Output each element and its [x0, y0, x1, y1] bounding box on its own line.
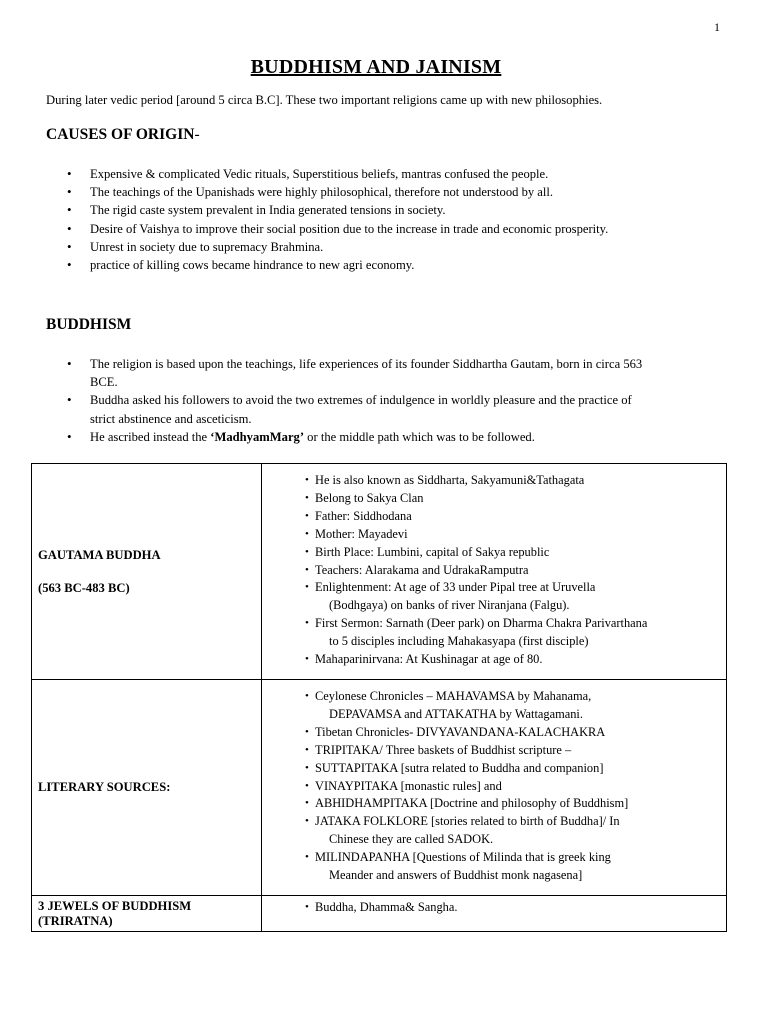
list-item: • He is also known as Siddharta, Sakyamuni&Tathagata: [305, 472, 720, 490]
buddhism-heading: BUDDHISM: [46, 316, 132, 333]
list-item: • The rigid caste system prevalent in India generated tensions in society.: [46, 201, 656, 219]
list-item: [305, 688, 720, 724]
three-jewels-details: [305, 899, 720, 917]
list-item: • Expensive & complicated Vedic rituals, Superstitious beliefs, mantras confused the people.: [46, 165, 656, 183]
table-detail-cell: [262, 680, 727, 896]
list-item-text: MILINDAPANHA [Questions of Milinda that is greek king: [315, 850, 611, 865]
list-item: • The religion is based upon the teachings, life experiences of its founder Siddhartha Gautam, born in circa 563 BCE.: [46, 355, 656, 391]
list-item-continuation: to 5 disciples including Mahakasyapa (first disciple): [329, 634, 589, 649]
list-item-text: Ceylonese Chronicles – MAHAVAMSA by Mahanama,: [315, 689, 592, 704]
literary-sources-details: [305, 688, 720, 885]
list-item: • Mahaparinirvana: At Kushinagar at age of 80.: [305, 651, 720, 669]
gautama-buddha-details: [305, 472, 720, 669]
list-item: [305, 813, 720, 849]
list-item: [46, 428, 656, 446]
list-item: • Mother: Mayadevi: [305, 526, 720, 544]
list-item-text: JATAKA FOLKLORE [stories related to birth of Buddha]/ In: [315, 814, 620, 829]
literary-sources-label: LITERARY SOURCES:: [32, 680, 262, 896]
list-item: • Tibetan Chronicles- DIVYAVANDANA-KALACHAKRA: [305, 724, 720, 742]
table-row: [32, 896, 727, 932]
table-label-cell: [32, 464, 262, 680]
table-row: [32, 680, 727, 896]
list-item: • VINAYPITAKA [monastic rules] and: [305, 778, 720, 796]
triratna-label: (TRIRATNA): [38, 914, 113, 928]
table-label-cell: [32, 896, 262, 932]
buddhism-list: [46, 355, 656, 446]
causes-heading-text: CAUSES OF ORIGIN: [46, 126, 195, 143]
list-item: • Unrest in society due to supremacy Brahmina.: [46, 238, 656, 256]
table-detail-cell: [262, 896, 727, 932]
gautama-buddha-dates: (563 BC-483 BC): [38, 580, 130, 595]
list-item: • SUTTAPITAKA [sutra related to Buddha and companion]: [305, 760, 720, 778]
list-item: • Buddha, Dhamma& Sangha.: [305, 899, 720, 917]
list-item: • Birth Place: Lumbini, capital of Sakya republic: [305, 544, 720, 562]
list-item-continuation: (Bodhgaya) on banks of river Niranjana (Falgu).: [329, 598, 570, 613]
table-row: [32, 464, 727, 680]
document-title: BUDDHISM AND JAINISM: [250, 56, 502, 78]
list-item-continuation: Meander and answers of Buddhist monk nagasena]: [329, 868, 583, 883]
list-item-text: First Sermon: Sarnath (Deer park) on Dharma Chakra Parivarthana: [315, 616, 648, 631]
causes-heading: [46, 126, 200, 144]
list-item: • Desire of Vaishya to improve their social position due to the increase in trade and economic prosperity.: [46, 220, 656, 238]
list-item: [305, 849, 720, 885]
table-detail-cell: [262, 464, 727, 680]
list-item: [305, 579, 720, 615]
three-jewels-label: 3 JEWELS OF BUDDHISM: [38, 899, 192, 913]
madhyam-prefix: He ascribed instead the: [90, 429, 211, 444]
page-number: 1: [714, 20, 720, 34]
list-item: • Belong to Sakya Clan: [305, 490, 720, 508]
gautama-buddha-label: GAUTAMA BUDDHA: [38, 547, 161, 562]
madhyam-suffix: or the middle path which was to be followed.: [304, 429, 535, 444]
causes-heading-dash: -: [194, 126, 200, 143]
list-item: • Buddha asked his followers to avoid the two extremes of indulgence in worldly pleasure and the practice of strict abstinence and asceticism.: [46, 391, 656, 427]
list-item: • TRIPITAKA/ Three baskets of Buddhist scripture –: [305, 742, 720, 760]
list-item: • Teachers: Alarakama and UdrakaRamputra: [305, 562, 720, 580]
list-item-continuation: DEPAVAMSA and ATTAKATHA by Wattagamani.: [329, 706, 583, 721]
buddha-info-table: [31, 463, 727, 932]
intro-paragraph: During later vedic period [around 5 circa B.C]. These two important religions came up with new philosophies.: [46, 93, 603, 107]
madhyam-marg-term: ‘MadhyamMarg’: [210, 429, 305, 444]
causes-list: [46, 165, 656, 274]
list-item: • The teachings of the Upanishads were highly philosophical, therefore not understood by all.: [46, 183, 656, 201]
list-item-text: Enlightenment: At age of 33 under Pipal tree at Uruvella: [315, 580, 596, 595]
list-item: • ABHIDHAMPITAKA [Doctrine and philosophy of Buddhism]: [305, 795, 720, 813]
list-item-continuation: Chinese they are called SADOK.: [329, 832, 494, 847]
list-item: • practice of killing cows became hindrance to new agri economy.: [46, 256, 656, 274]
list-item: [305, 615, 720, 651]
list-item: • Father: Siddhodana: [305, 508, 720, 526]
